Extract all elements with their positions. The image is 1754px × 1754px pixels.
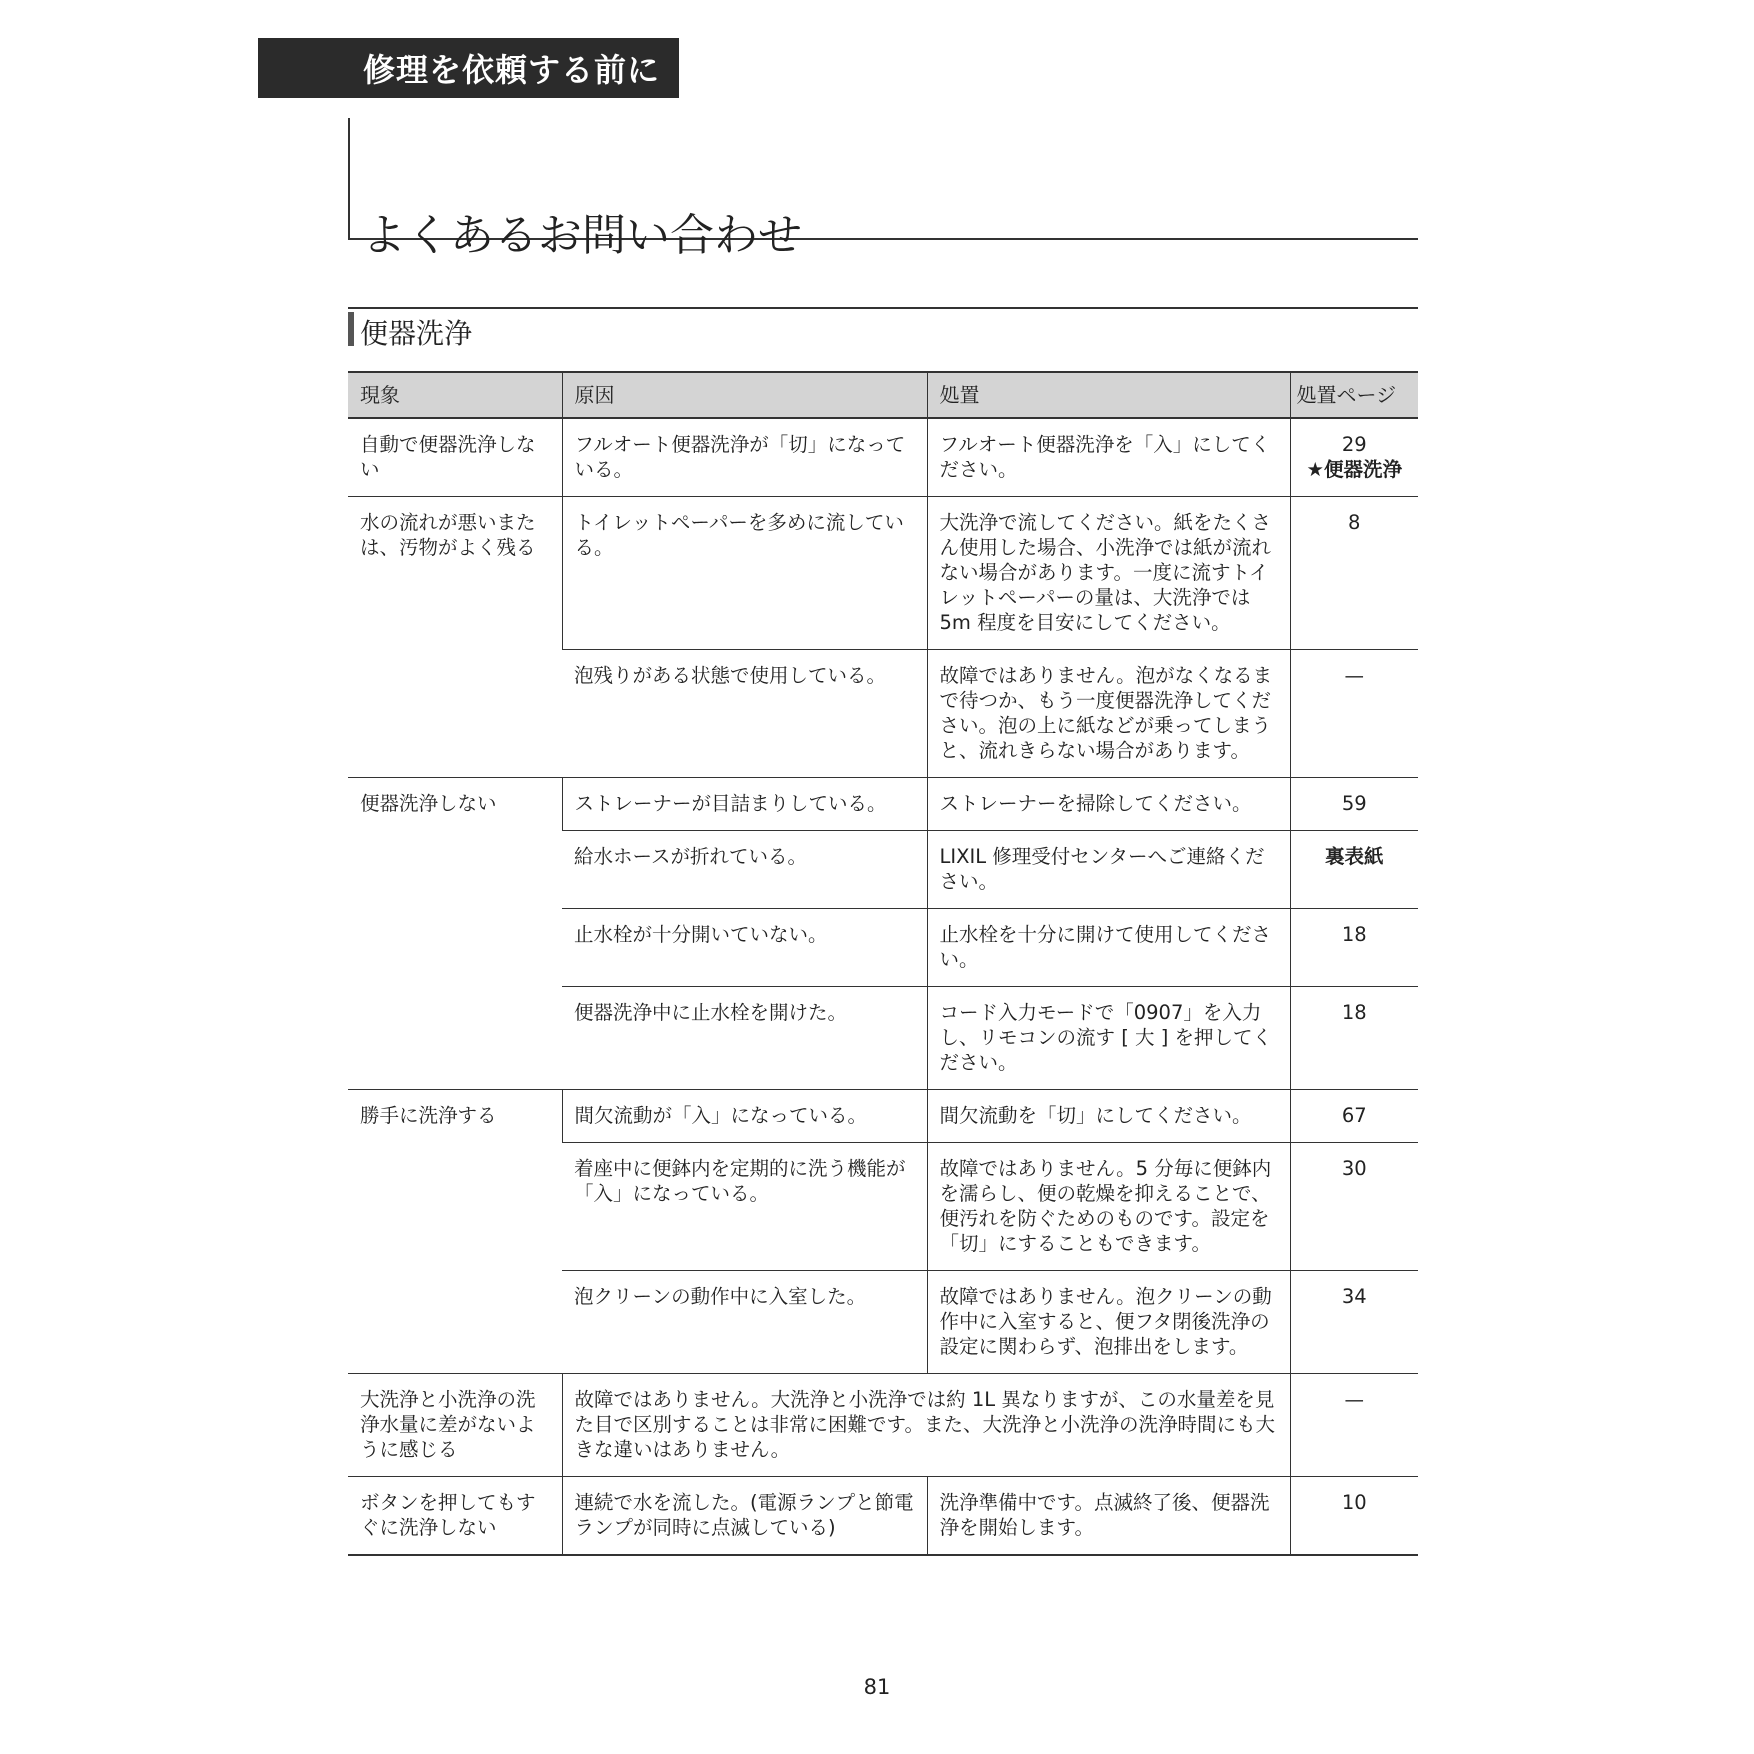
subsection-rule [348, 307, 1418, 309]
page-cell: 30 [1290, 1143, 1418, 1271]
table-row [348, 497, 1418, 650]
symptom-cell: 便器洗浄しない [348, 778, 562, 1090]
remedy-cell: ストレーナーを掃除してください。 [927, 778, 1290, 831]
remedy-cell: 故障ではありません。泡クリーンの動作中に入室すると、便フタ閉後洗浄の設定に関わらず、泡排出をします。 [927, 1271, 1290, 1374]
cause-cell: 間欠流動が「入」になっている。 [562, 1090, 927, 1143]
cause-cell: 給水ホースが折れている。 [562, 831, 927, 909]
cause-cell: 着座中に便鉢内を定期的に洗う機能が「入」になっている。 [562, 1143, 927, 1271]
page-ref: 29 [1341, 433, 1367, 456]
merged-cause-remedy-cell: 故障ではありません。大洗浄と小洗浄では約 1L 異なりますが、この水量差を見た目で区別することは非常に困難です。また、大洗浄と小洗浄の洗浄時間にも大きな違いはありません。 [562, 1374, 1290, 1477]
subsection-marker [348, 312, 354, 346]
remedy-cell: LIXIL 修理受付センターへご連絡ください。 [927, 831, 1290, 909]
faq-table [348, 371, 1418, 1556]
remedy-cell: コード入力モードで「0907」を入力し、リモコンの流す [ 大 ] を押してください。 [927, 987, 1290, 1090]
symptom-cell: 勝手に洗浄する [348, 1090, 562, 1374]
cause-cell: 連続で水を流した。(電源ランプと節電ランプが同時に点滅している) [562, 1477, 927, 1556]
remedy-cell: 大洗浄で流してください。紙をたくさん使用した場合、小洗浄では紙が流れない場合があります。一度に流すトイレットペーパーの量は、大洗浄では 5m 程度を目安にしてください。 [927, 497, 1290, 650]
remedy-cell: フルオート便器洗浄を「入」にしてください。 [927, 418, 1290, 497]
heading-rule-vertical [348, 118, 350, 240]
table-row [348, 1374, 1418, 1477]
page-cell: 裏表紙 [1290, 831, 1418, 909]
remedy-cell: 洗浄準備中です。点滅終了後、便器洗浄を開始します。 [927, 1477, 1290, 1556]
page-ref-note: ★便器洗浄 [1306, 458, 1402, 481]
cause-cell: トイレットペーパーを多めに流している。 [562, 497, 927, 650]
header-symptom: 現象 [348, 372, 562, 418]
header-cause: 原因 [562, 372, 927, 418]
header-remedy: 処置 [927, 372, 1290, 418]
page-cell: 18 [1290, 909, 1418, 987]
symptom-cell: 大洗浄と小洗浄の洗浄水量に差がないように感じる [348, 1374, 562, 1477]
symptom-cell: ボタンを押してもすぐに洗浄しない [348, 1477, 562, 1556]
remedy-cell: 故障ではありません。泡がなくなるまで待つか、もう一度便器洗浄してください。泡の上に紙などが乗ってしまうと、流れきらない場合があります。 [927, 650, 1290, 778]
remedy-cell: 間欠流動を「切」にしてください。 [927, 1090, 1290, 1143]
page-title: よくあるお問い合わせ [362, 210, 802, 262]
cause-cell: 泡残りがある状態で使用している。 [562, 650, 927, 778]
page-cell: — [1290, 650, 1418, 778]
page-cell: 10 [1290, 1477, 1418, 1556]
page-cell: 34 [1290, 1271, 1418, 1374]
page-cell: 59 [1290, 778, 1418, 831]
remedy-cell: 故障ではありません。5 分毎に便鉢内を濡らし、便の乾燥を抑えることで、便汚れを防ぐためのものです。設定を「切」にすることもできます。 [927, 1143, 1290, 1271]
symptom-cell: 自動で便器洗浄しない [348, 418, 562, 497]
table-header-row [348, 372, 1418, 418]
cause-cell: ストレーナーが目詰まりしている。 [562, 778, 927, 831]
page-cell: 8 [1290, 497, 1418, 650]
page-cell: 67 [1290, 1090, 1418, 1143]
cause-cell: フルオート便器洗浄が「切」になっている。 [562, 418, 927, 497]
symptom-cell: 水の流れが悪いまたは、汚物がよく残る [348, 497, 562, 778]
cause-cell: 止水栓が十分開いていない。 [562, 909, 927, 987]
page-cell: 18 [1290, 987, 1418, 1090]
page-cell: — [1290, 1374, 1418, 1477]
table-row [348, 778, 1418, 831]
table-row [348, 1090, 1418, 1143]
section-banner: 修理を依頼する前に [258, 38, 679, 98]
page-number: 81 [863, 1675, 891, 1699]
subsection-title: 便器洗浄 [360, 317, 473, 350]
cause-cell: 泡クリーンの動作中に入室した。 [562, 1271, 927, 1374]
table-row [348, 418, 1418, 497]
table-row [348, 1477, 1418, 1556]
cause-cell: 便器洗浄中に止水栓を開けた。 [562, 987, 927, 1090]
page-cell [1290, 418, 1418, 497]
header-page: 処置ページ [1290, 372, 1418, 418]
remedy-cell: 止水栓を十分に開けて使用してください。 [927, 909, 1290, 987]
